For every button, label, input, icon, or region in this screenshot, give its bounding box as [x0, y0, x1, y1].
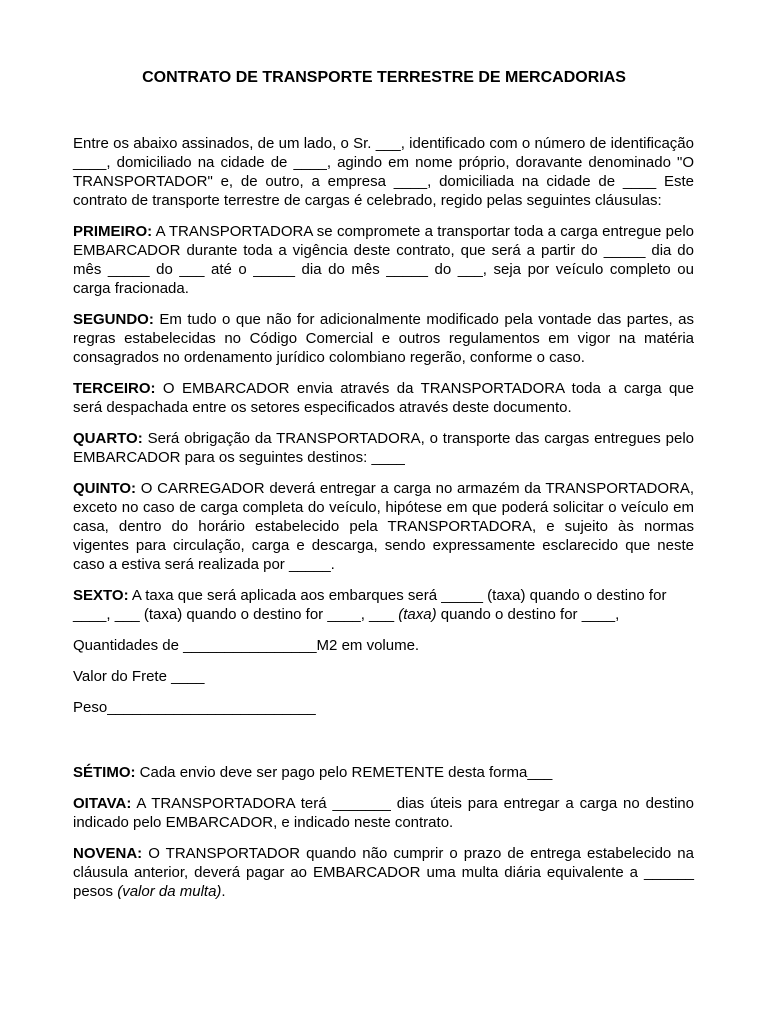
clause-text: O EMBARCADOR envia através da TRANSPORTADORA toda a carga que será despachada entre os setores especificados através deste documento. — [73, 380, 694, 416]
clause-label: NOVENA: — [73, 845, 143, 862]
clause-terceiro — [73, 379, 694, 417]
clause-label: SEXTO: — [73, 587, 129, 604]
spacer — [73, 729, 694, 763]
clause-label: PRIMEIRO: — [73, 223, 153, 240]
clause-quinto — [73, 479, 694, 574]
clause-text: O TRANSPORTADOR quando não cumprir o prazo de entrega estabelecido na cláusula anterior, deverá pagar ao EMBARCADOR uma multa diária equivalente a ______ pesos — [73, 845, 694, 900]
clause-novena — [73, 844, 694, 901]
clause-sexto — [73, 586, 694, 624]
clause-primeiro — [73, 222, 694, 298]
document-body — [73, 134, 694, 913]
clause-oitava — [73, 794, 694, 832]
clause-segundo — [73, 310, 694, 367]
clause-text: quando o destino for ____, — [436, 606, 620, 623]
intro-paragraph: Entre os abaixo assinados, de um lado, o Sr. ___, identificado com o número de identificação ____, domiciliado na cidade de ____, agindo em nome próprio, doravante denominado "O TRANSPORTADOR" e, de outro, a empresa ____, domiciliada na cidade de ____ Este contrato de transporte terrestre de cargas é celebrado, regido pelas seguintes cláusulas: — [73, 135, 694, 209]
valor-frete-line: Valor do Frete ____ — [73, 668, 205, 685]
clause-text: Será obrigação da TRANSPORTADORA, o transporte das cargas entregues pelo EMBARCADOR para os seguintes destinos: ____ — [73, 430, 694, 466]
clause-label: QUINTO: — [73, 480, 137, 497]
clause-text: A TRANSPORTADORA terá _______ dias úteis para entregar a carga no destino indicado pelo EMBARCADOR, e indicado neste contrato. — [73, 795, 694, 831]
clause-label: QUARTO: — [73, 430, 143, 447]
clause-text: Cada envio deve ser pago pelo REMETENTE desta forma___ — [135, 764, 553, 781]
clause-end: . — [221, 883, 226, 900]
clause-italic: (valor da multa) — [117, 883, 222, 900]
document-title: CONTRATO DE TRANSPORTE TERRESTRE DE MERCADORIAS — [142, 69, 626, 86]
clause-text: O CARREGADOR deverá entregar a carga no armazém da TRANSPORTADORA, exceto no caso de carga completa do veículo, hipótese em que poderá solicitar o veículo em casa, dentro do horário estabelecido pela TRANSPORTADORA, e sujeito às normas vigentes para circulação, carga e descarga, sendo expressamente esclarecido que neste caso a estiva será realizada por _____. — [73, 480, 694, 573]
quantidades-line: Quantidades de ________________M2 em volume. — [73, 637, 420, 654]
clause-label: OITAVA: — [73, 795, 132, 812]
clause-label: TERCEIRO: — [73, 380, 156, 397]
clause-label: SEGUNDO: — [73, 311, 154, 328]
clause-setimo — [73, 763, 694, 782]
clause-italic: (taxa) — [398, 606, 437, 623]
clause-text: A TRANSPORTADORA se compromete a transportar toda a carga entregue pelo EMBARCADOR durante toda a vigência deste contrato, que será a partir do _____ dia do mês _____ do ___ até o _____ dia do mês _____ do ___, seja por veículo completo ou carga fracionada. — [73, 223, 694, 297]
clause-label: SÉTIMO: — [73, 764, 136, 781]
clause-quarto — [73, 429, 694, 467]
peso-line: Peso_________________________ — [73, 699, 316, 716]
clause-text: Em tudo o que não for adicionalmente modificado pela vontade das partes, as regras estabelecidas no Código Comercial e outros regulamentos em vigor na matéria consagrados no ordenamento jurídico colombiano regerão, conforme o caso. — [73, 311, 694, 366]
clause-text: A taxa que será aplicada aos embarques será _____ (taxa) quando o destino for ____, ___ (taxa) quando o destino for ____, ___ — [73, 587, 667, 623]
